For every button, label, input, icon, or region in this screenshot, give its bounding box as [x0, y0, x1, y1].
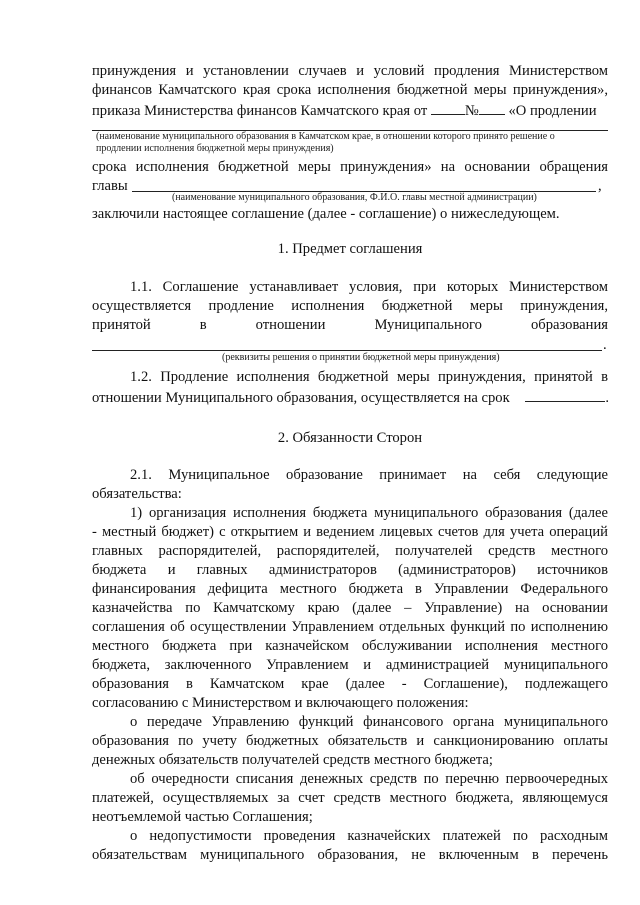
text-line: осуществляется продление исполнения бюджетной меры принуждения,	[92, 298, 608, 314]
text-line: местного бюджета при казначейском обслуживании исполнения местного	[92, 638, 608, 654]
text-fragment: отношении Муниципального образования, осуществляется на срок	[92, 390, 510, 406]
text-line: финансов Камчатского края срока исполнения бюджетной меры принуждения»,	[92, 82, 608, 98]
text-line: бюджета и главных администраторов (администраторов) источников	[92, 562, 608, 578]
text-line: 2.1. Муниципальное образование принимает на себя следующие	[130, 467, 608, 483]
text-line: неотъемлемой частью Соглашения;	[92, 809, 313, 825]
text-line: образования по учету бюджетных обязательств и санкционированию оплаты	[92, 733, 608, 749]
text-line: принятой в отношении Муниципального образования	[92, 317, 608, 333]
section-heading: 2. Обязанности Сторон	[277, 430, 423, 446]
text-fragment: главы	[92, 178, 128, 194]
blank-field	[525, 387, 605, 402]
text-fragment: приказа Министерства финансов Камчатского края от	[92, 103, 428, 119]
text-line: бюджета, заключенного Управлением и администрацией муниципального	[92, 657, 608, 673]
text-line: 1.1. Соглашение устанавливает условия, при которых Министерством	[130, 279, 608, 295]
text-fragment: .	[603, 337, 607, 353]
blank-rule	[92, 350, 602, 351]
text-line: принуждения и установлении случаев и условий продления Министерством	[92, 63, 608, 79]
text-fragment: «О продлении	[508, 103, 597, 119]
text-line: об очередности списания денежных средств по перечню первоочередных	[130, 771, 608, 787]
text-line: о передаче Управлению функций финансового органа муниципального	[130, 714, 608, 730]
text-line: главных распорядителей, распорядителей, получателей средств местного	[92, 543, 608, 559]
footnote-text: (наименование муниципального образования в Камчатском крае, в отношении которого принято решение о	[96, 131, 555, 142]
section-heading: 1. Предмет соглашения	[277, 241, 423, 257]
text-line: срока исполнения бюджетной меры принуждения» на основании обращения	[92, 159, 608, 175]
text-line: - местный бюджет) с открытием и ведением лицевых счетов для учета операций	[92, 524, 608, 540]
text-line: согласованию с Министерством и включающего положения:	[92, 695, 469, 711]
text-line: 1) организация исполнения бюджета муниципального образования (далее	[130, 505, 608, 521]
footnote-text: продлении исполнения бюджетной меры принуждения)	[96, 143, 334, 154]
text-line: обязательства:	[92, 486, 182, 502]
blank-field	[479, 100, 505, 115]
text-line	[92, 387, 608, 408]
text-line	[92, 100, 608, 121]
text-line: соглашения об осуществлении Управлением отдельных функций по исполнению	[92, 619, 608, 635]
text-fragment: .	[605, 390, 609, 406]
blank-field	[431, 100, 465, 115]
footnote-text: (наименование муниципального образования, Ф.И.О. главы местной администрации)	[172, 192, 537, 203]
text-line: обязательствам муниципального образования, не включенным в перечень	[92, 847, 608, 863]
text-fragment: №	[464, 103, 479, 119]
text-fragment: ,	[598, 178, 602, 194]
text-line: 1.2. Продление исполнения бюджетной меры принуждения, принятой в	[130, 369, 608, 385]
text-line: денежных обязательств получателей средств местного бюджета;	[92, 752, 493, 768]
text-line: образования в Камчатском крае (далее - Соглашение), подлежащего	[92, 676, 608, 692]
text-line: заключили настоящее соглашение (далее - соглашение) о нижеследующем.	[92, 206, 560, 222]
text-line: о недопустимости проведения казначейских платежей по расходным	[130, 828, 608, 844]
text-line: платежей, осуществляемых за счет средств местного бюджета, являющемуся	[92, 790, 608, 806]
text-line: казначейства по Камчатскому краю (далее – Управление) на основании	[92, 600, 608, 616]
text-line: финансирования дефицита местного бюджета в Управлении Федерального	[92, 581, 608, 597]
footnote-text: (реквизиты решения о принятии бюджетной меры принуждения)	[222, 352, 500, 363]
